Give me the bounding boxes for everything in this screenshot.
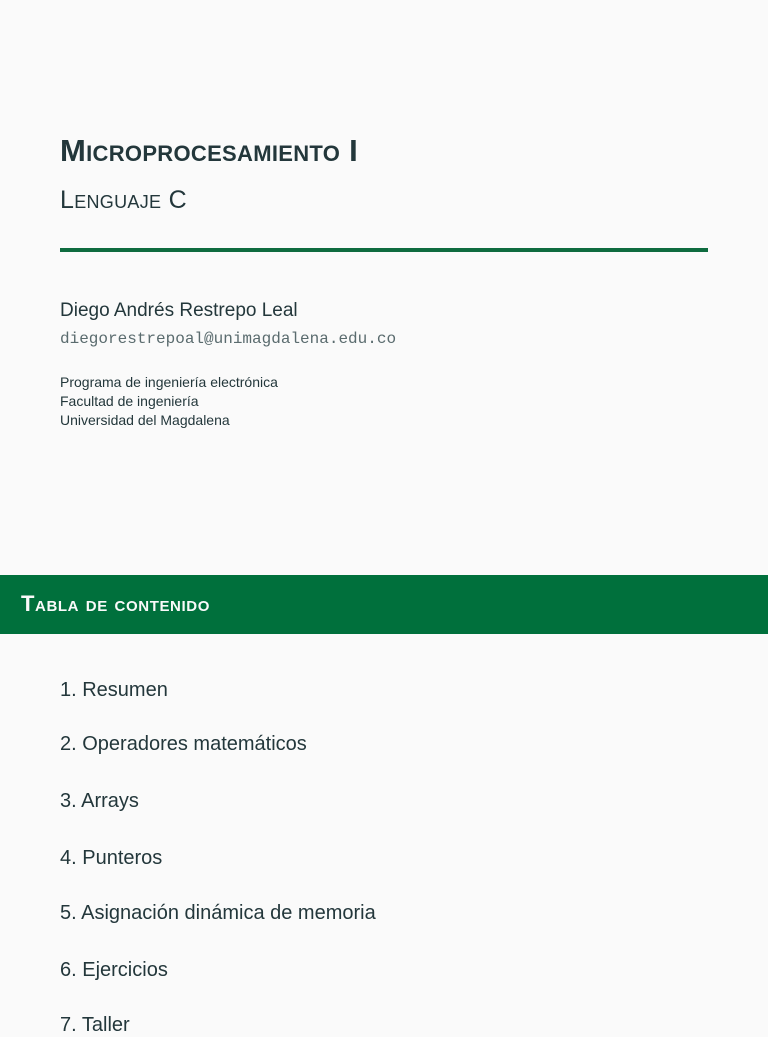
presentation-title: Microprocesamiento I: [60, 133, 358, 168]
toc-frame-title: Tabla de contenido: [21, 591, 210, 616]
toc-item[interactable]: 7. Taller: [60, 1014, 130, 1036]
toc-item[interactable]: 2. Operadores matemáticos: [60, 733, 307, 755]
toc-frame-header: [0, 575, 768, 634]
toc-item[interactable]: 1. Resumen: [60, 679, 168, 701]
presentation-subtitle: Lenguaje C: [60, 186, 187, 214]
affiliation-faculty: Facultad de ingeniería: [60, 393, 199, 409]
author-email: diegorestrepoal@unimagdalena.edu.co: [60, 330, 397, 348]
toc-item[interactable]: 3. Arrays: [60, 790, 139, 812]
toc-item[interactable]: 4. Punteros: [60, 847, 163, 869]
toc-item[interactable]: 5. Asignación dinámica de memoria: [60, 902, 376, 924]
affiliation-university: Universidad del Magdalena: [60, 412, 230, 428]
author-name: Diego Andrés Restrepo Leal: [60, 300, 298, 321]
title-divider: [60, 248, 708, 252]
affiliation-program: Programa de ingeniería electrónica: [60, 374, 278, 390]
toc-item[interactable]: 6. Ejercicios: [60, 959, 168, 981]
affiliation-block: [60, 373, 278, 430]
